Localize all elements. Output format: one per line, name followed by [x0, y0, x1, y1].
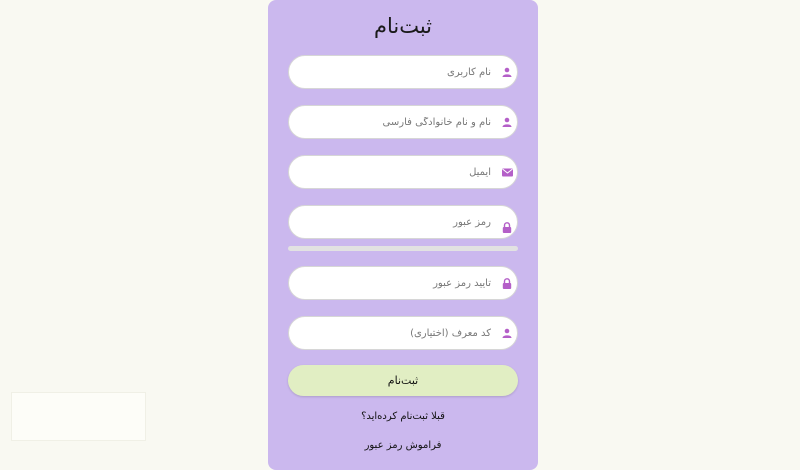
password-strength-bar [288, 246, 518, 251]
lock-icon [501, 221, 513, 233]
referral-field[interactable] [288, 316, 518, 350]
signup-card [268, 0, 538, 470]
login-link[interactable]: قبلا ثبت‌نام کرده‌اید؟ [361, 411, 445, 422]
confirm-password-input[interactable] [289, 267, 517, 299]
email-input[interactable] [289, 156, 517, 188]
fullname-input[interactable] [289, 106, 517, 138]
confirm-password-field[interactable] [288, 266, 518, 300]
referral-input[interactable] [289, 317, 517, 349]
side-panel [11, 392, 146, 441]
user-icon [501, 66, 513, 78]
fullname-field[interactable] [288, 105, 518, 139]
email-field[interactable] [288, 155, 518, 189]
form-title: ثبت‌نام [373, 14, 433, 38]
lock-icon [501, 277, 513, 289]
username-field[interactable] [288, 55, 518, 89]
forgot-password-link[interactable]: فراموش رمز عبور [364, 440, 442, 451]
user-icon [501, 327, 513, 339]
username-input[interactable] [289, 56, 517, 88]
envelope-icon [501, 166, 513, 178]
user-icon [501, 116, 513, 128]
signup-button[interactable]: ثبت‌نام [288, 365, 518, 396]
password-input[interactable] [289, 206, 517, 238]
password-field[interactable] [288, 205, 518, 239]
